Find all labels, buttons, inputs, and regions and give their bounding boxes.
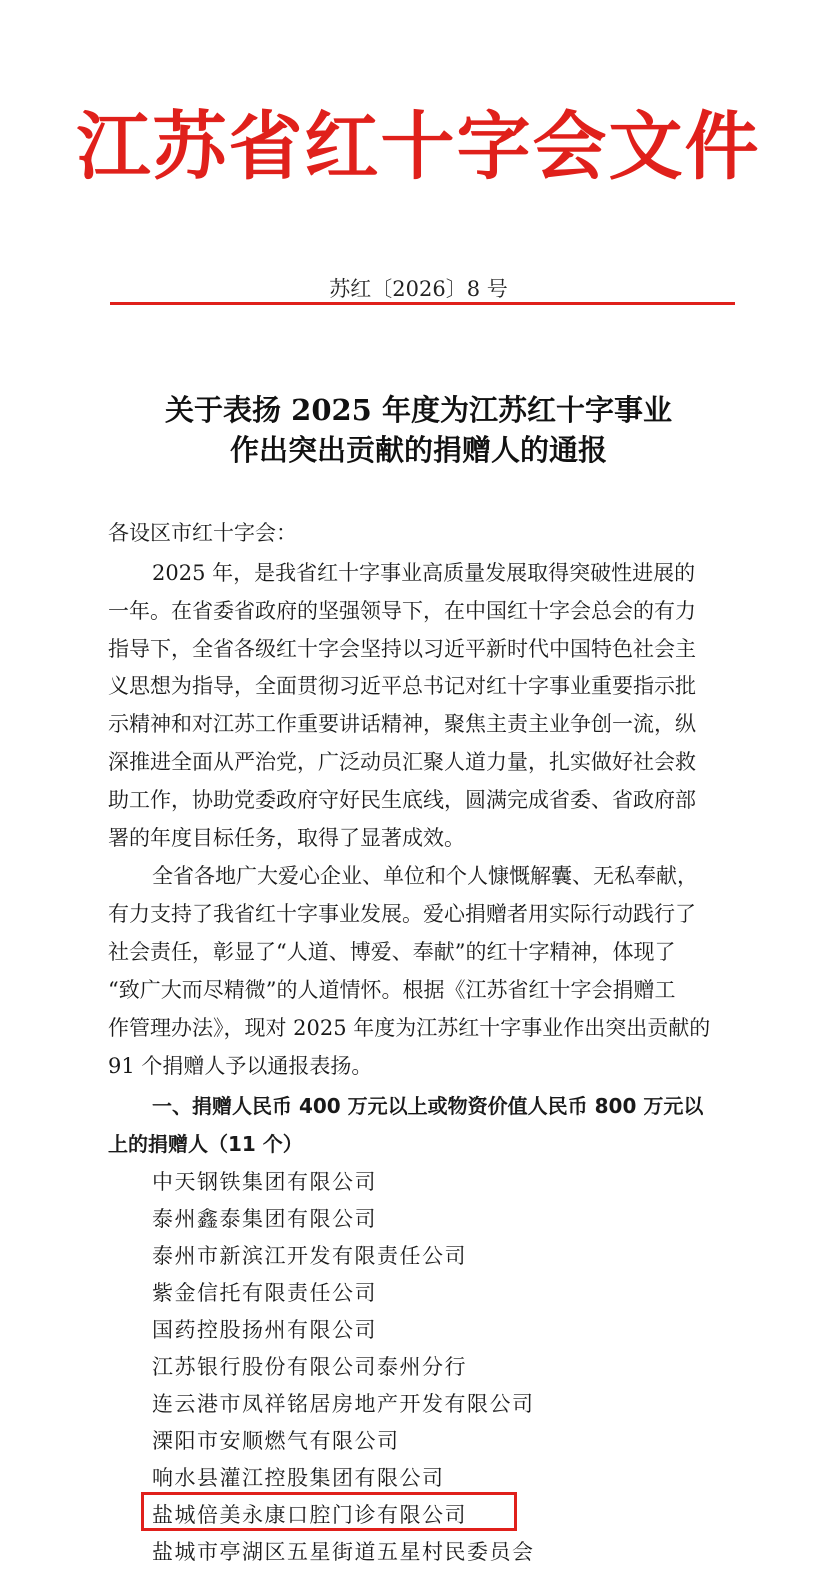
donor-item: 盐城市亭湖区五星街道五星村民委员会 (152, 1540, 535, 1564)
paragraph-line: 示精神和对江苏工作重要讲话精神，聚焦主责主业争创一流，纵 (108, 712, 696, 736)
paragraph-line: 助工作，协助党委政府守好民生底线，圆满完成省委、省政府部 (108, 788, 696, 812)
section-heading-line: 一、捐赠人民币 400 万元以上或物资价值人民币 800 万元以 (152, 1094, 704, 1118)
paragraph-line: 91 个捐赠人予以通报表扬。 (108, 1054, 373, 1078)
paragraph-line: “致广大而尽精微”的人道情怀。根据《江苏省红十字会捐赠工 (108, 978, 676, 1002)
donor-item-highlighted: 盐城倍美永康口腔门诊有限公司 (152, 1503, 467, 1527)
donor-item: 响水县灌江控股集团有限公司 (152, 1466, 445, 1490)
paragraph-line: 义思想为指导，全面贯彻习近平总书记对红十字事业重要指示批 (108, 674, 696, 698)
salutation: 各设区市红十字会： (108, 521, 297, 545)
paragraph-line: 作管理办法》，现对 2025 年度为江苏红十字事业作出突出贡献的 (108, 1016, 711, 1040)
section-heading-line: 上的捐赠人（11 个） (108, 1132, 303, 1156)
donor-item: 紫金信托有限责任公司 (152, 1281, 377, 1305)
donor-item: 国药控股扬州有限公司 (152, 1318, 377, 1342)
red-divider-line (110, 302, 735, 305)
paragraph-line: 深推进全面从严治党，广泛动员汇聚人道力量，扎实做好社会救 (108, 750, 696, 774)
donor-item: 泰州鑫泰集团有限公司 (152, 1207, 377, 1231)
notice-title-line-1: 关于表扬 2025 年度为江苏红十字事业 (165, 393, 672, 427)
paragraph-line: 署的年度目标任务，取得了显著成效。 (108, 826, 465, 850)
paragraph-line: 2025 年，是我省红十字事业高质量发展取得突破性进展的 (152, 561, 696, 585)
donor-item: 连云港市凤祥铭居房地产开发有限公司 (152, 1392, 535, 1416)
paragraph-line: 一年。在省委省政府的坚强领导下，在中国红十字会总会的有力 (108, 599, 696, 623)
donor-item: 江苏银行股份有限公司泰州分行 (152, 1355, 467, 1379)
document-number: 苏红〔2026〕8 号 (329, 277, 508, 301)
donor-item: 泰州市新滨江开发有限责任公司 (152, 1244, 467, 1268)
paragraph-line: 全省各地广大爱心企业、单位和个人慷慨解囊、无私奉献， (152, 864, 698, 888)
notice-title-line-2: 作出突出贡献的捐赠人的通报 (229, 433, 607, 467)
donor-item: 中天钢铁集团有限公司 (152, 1170, 377, 1194)
highlight-box (141, 1492, 517, 1531)
masthead-title: 江苏省红十字会文件 (76, 104, 761, 190)
paragraph-line: 指导下，全省各级红十字会坚持以习近平新时代中国特色社会主 (108, 637, 696, 661)
paragraph-line: 有力支持了我省红十字事业发展。爱心捐赠者用实际行动践行了 (108, 902, 696, 926)
donor-item: 溧阳市安顺燃气有限公司 (152, 1429, 400, 1453)
paragraph-line: 社会责任，彰显了“人道、博爱、奉献”的红十字精神，体现了 (108, 940, 676, 964)
